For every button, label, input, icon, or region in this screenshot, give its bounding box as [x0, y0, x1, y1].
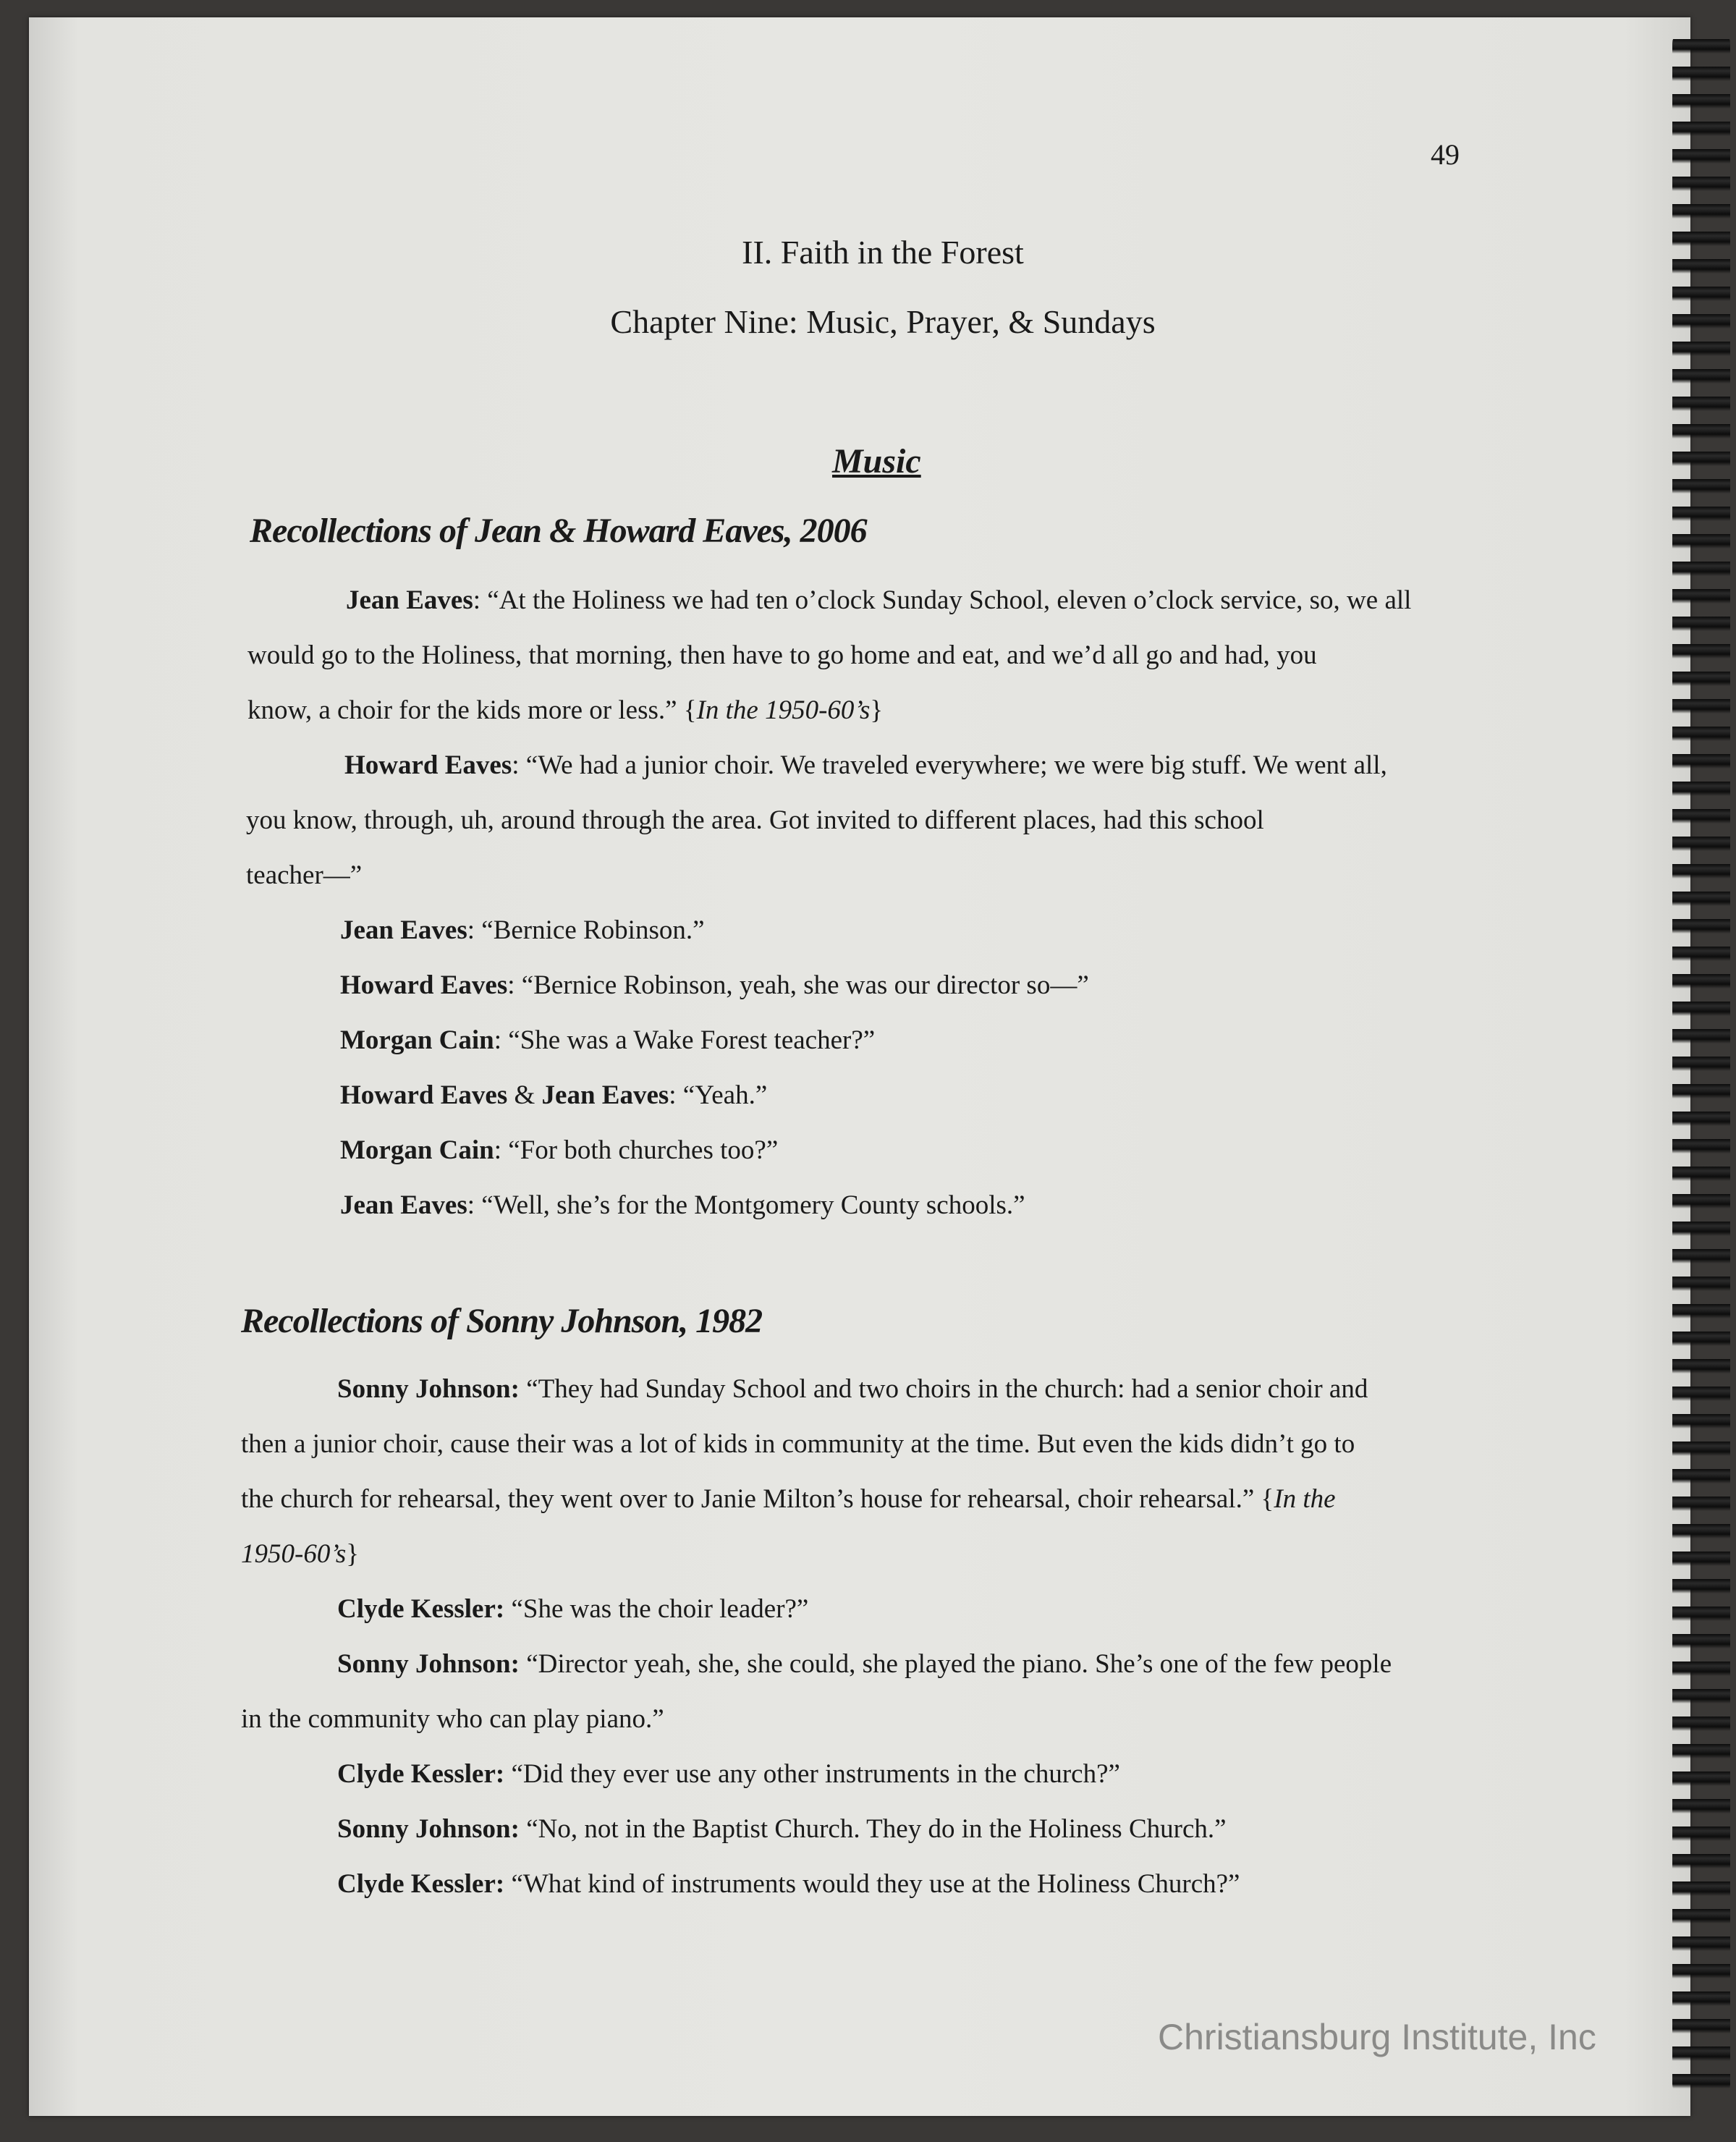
- line-text: : “Bernice Robinson.”: [467, 915, 705, 945]
- transcript-line: [241, 1428, 1355, 1460]
- speaker-name: Jean Eaves: [346, 585, 473, 615]
- watermark: Christiansburg Institute, Inc: [1158, 2017, 1596, 2057]
- line-text: &: [507, 1080, 542, 1110]
- line-text: “They had Sunday School and two choirs in the church: had a senior choir and: [519, 1374, 1368, 1404]
- transcript-line: [337, 1868, 1240, 1900]
- transcript-line: [241, 1703, 664, 1735]
- speaker-name: Howard Eaves: [340, 970, 508, 1000]
- transcript-line: [344, 750, 1387, 781]
- speaker-name: Sonny Johnson:: [337, 1374, 520, 1404]
- transcript-line: [340, 915, 705, 946]
- recollection-heading-1: Recollections of Jean & Howard Eaves, 2006: [250, 512, 867, 550]
- line-text: “Did they ever use any other instruments in the church?”: [504, 1759, 1120, 1789]
- line-text: : “Well, she’s for the Montgomery County schools.”: [467, 1190, 1025, 1220]
- line-text: “No, not in the Baptist Church. They do in the Holiness Church.”: [519, 1814, 1227, 1844]
- transcript-line: [337, 1648, 1392, 1680]
- speaker-name: Sonny Johnson:: [337, 1649, 520, 1679]
- line-text: the church for rehearsal, they went over to Janie Milton’s house for rehearsal, choir rehearsal.” {: [241, 1484, 1274, 1514]
- transcript-line: [241, 1538, 359, 1570]
- bracket-close: }: [870, 695, 884, 725]
- speaker-name: Howard Eaves: [344, 750, 512, 780]
- speaker-name: Morgan Cain: [340, 1025, 494, 1055]
- line-text: : “For both churches too?”: [494, 1135, 779, 1165]
- transcript-line: [337, 1758, 1120, 1790]
- transcript-line: [337, 1373, 1368, 1405]
- speaker-name: Jean Eaves: [340, 915, 467, 945]
- speaker-name: Jean Eaves: [340, 1190, 467, 1220]
- transcript-line: [246, 860, 362, 891]
- transcript-line: [247, 695, 883, 726]
- transcript-line: [247, 640, 1317, 671]
- speaker-name: Clyde Kessler:: [337, 1594, 505, 1624]
- line-text: : “At the Holiness we had ten o’clock Sunday School, eleven o’clock service, so, we all: [473, 585, 1412, 615]
- speaker-name-2: Jean Eaves: [541, 1080, 669, 1110]
- section-heading: Music: [832, 442, 921, 481]
- transcript-line: [340, 1025, 875, 1056]
- transcript-line: [340, 970, 1089, 1001]
- transcript-line: [241, 1483, 1336, 1515]
- chapter-title: Chapter Nine: Music, Prayer, & Sundays: [610, 303, 1156, 340]
- line-text: “She was the choir leader?”: [504, 1594, 809, 1624]
- line-text: in the community who can play piano.”: [241, 1704, 664, 1734]
- line-text: “What kind of instruments would they use at the Holiness Church?”: [504, 1869, 1240, 1899]
- line-text: : “She was a Wake Forest teacher?”: [494, 1025, 876, 1055]
- date-note: 1950-60’s: [241, 1539, 347, 1569]
- speaker-name: Howard Eaves: [340, 1080, 508, 1110]
- transcript-line: [246, 805, 1264, 836]
- line-text: “Director yeah, she, she could, she played the piano. She’s one of the few people: [519, 1649, 1392, 1679]
- line-text: : “Yeah.”: [669, 1080, 768, 1110]
- date-note: In the 1950-60’s: [696, 695, 871, 725]
- line-text: teacher—”: [246, 860, 363, 890]
- speaker-name: Morgan Cain: [340, 1135, 494, 1165]
- line-text: then a junior choir, cause their was a lot of kids in community at the time. But even the kids didn’t go to: [241, 1429, 1355, 1459]
- line-text: you know, through, uh, around through the area. Got invited to different places, had this school: [246, 805, 1264, 835]
- line-text: : “We had a junior choir. We traveled everywhere; we were big stuff. We went all,: [512, 750, 1387, 780]
- bracket-close: }: [346, 1539, 360, 1569]
- date-note: In the: [1274, 1484, 1336, 1514]
- line-text: would go to the Holiness, that morning, then have to go home and eat, and we’d all go and had, you: [247, 640, 1317, 670]
- speaker-name: Clyde Kessler:: [337, 1759, 505, 1789]
- transcript-line: [337, 1593, 808, 1625]
- transcript-line: [340, 1135, 778, 1166]
- transcript-line: [337, 1813, 1227, 1845]
- line-text: know, a choir for the kids more or less.” {: [247, 695, 697, 725]
- line-text: : “Bernice Robinson, yeah, she was our director so—”: [507, 970, 1089, 1000]
- transcript-line: [340, 1080, 767, 1111]
- transcript-line: [346, 585, 1411, 616]
- part-title: II. Faith in the Forest: [742, 234, 1024, 271]
- speaker-name: Sonny Johnson:: [337, 1814, 520, 1844]
- page-number: 49: [1431, 138, 1460, 171]
- transcript-line: [340, 1190, 1025, 1221]
- speaker-name: Clyde Kessler:: [337, 1869, 505, 1899]
- recollection-heading-2: Recollections of Sonny Johnson, 1982: [241, 1302, 763, 1340]
